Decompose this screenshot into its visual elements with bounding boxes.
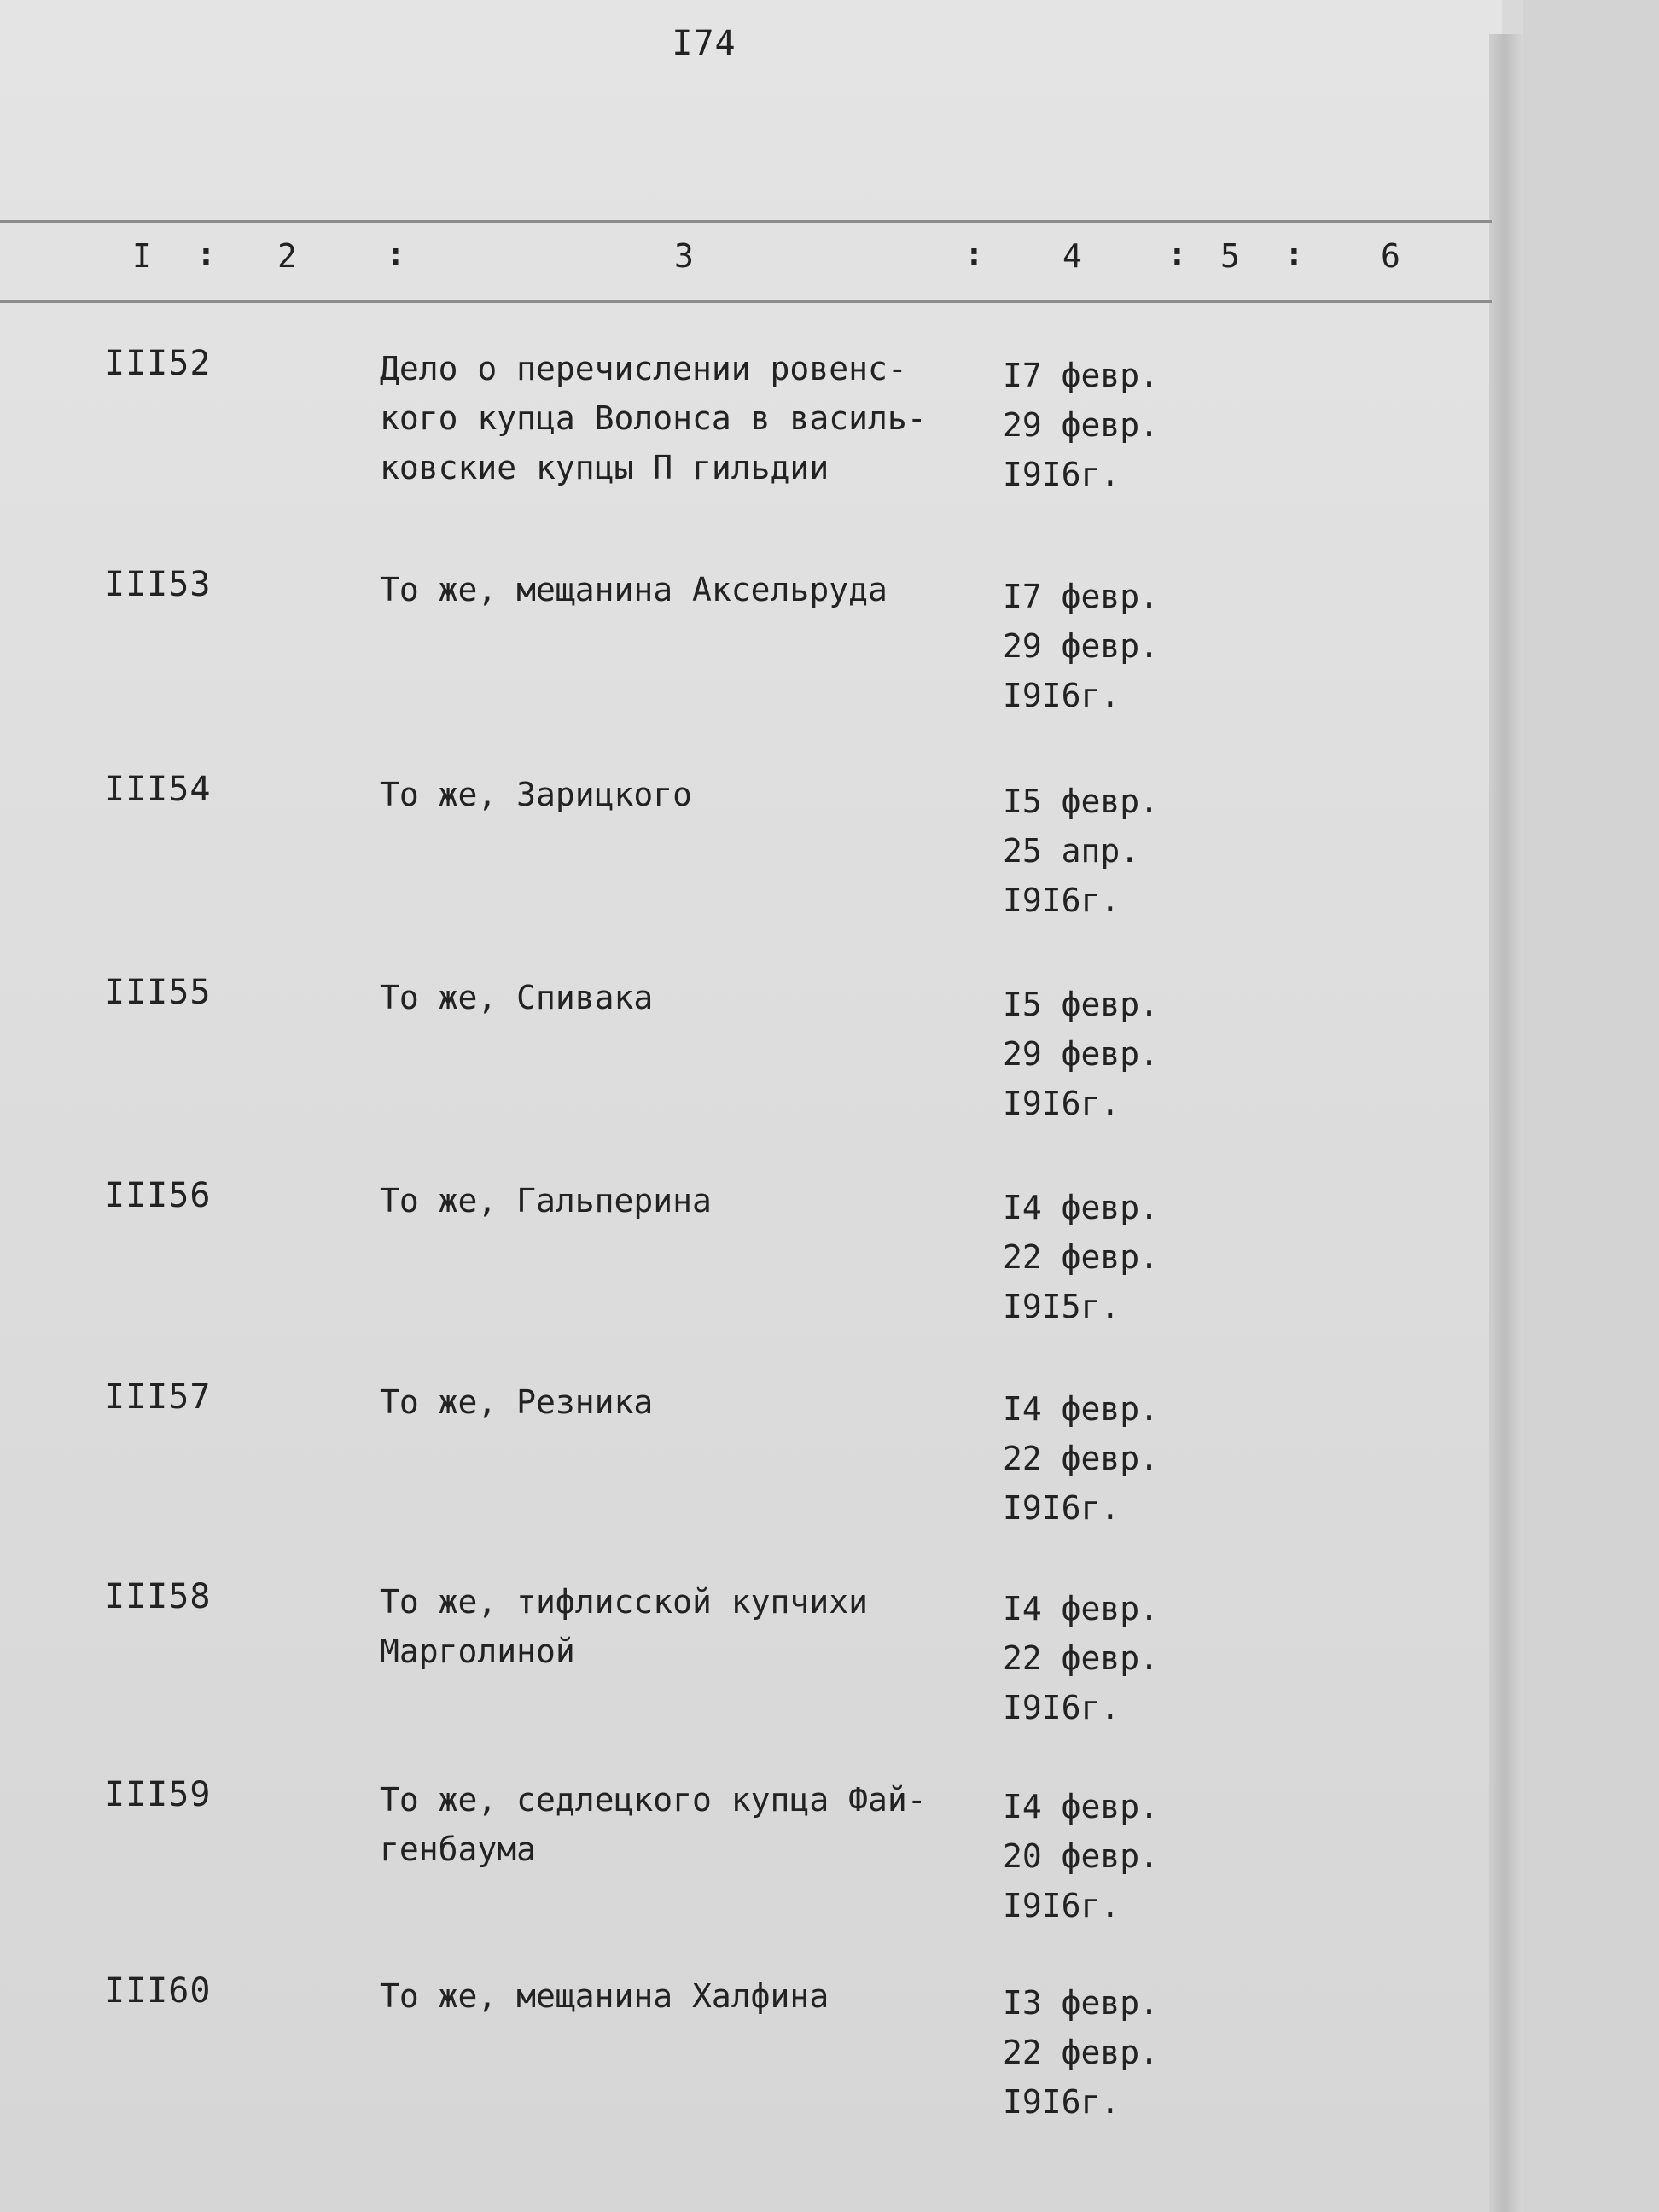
end-date: 22 февр. [1003,2034,1160,2071]
case-title [380,344,977,492]
year: I9I6г. [1003,677,1121,714]
case-number: III59 [104,1775,212,1814]
case-title-line: ковские купцы П гильдии [380,449,830,486]
case-title-line: То же, тифлисской купчихи [380,1583,868,1621]
year: I9I6г. [1003,1887,1121,1924]
case-title-line: То же, Спивака [380,979,654,1016]
case-dates [1003,1978,1159,2127]
case-dates [1003,1384,1159,1533]
column-separator: : [1284,236,1304,273]
start-date: I7 февр. [1003,357,1160,394]
end-date: 22 февр. [1003,1639,1160,1677]
year: I9I6г. [1003,1489,1121,1527]
header-rule-top [0,220,1492,223]
case-title [380,973,977,1022]
case-title [380,1971,977,2021]
year: I9I6г. [1003,1085,1121,1122]
column-header-3: 3 [674,237,694,275]
column-separator: : [386,236,405,273]
start-date: I3 февр. [1003,1984,1160,2022]
list-item [0,1176,1451,1355]
case-dates [1003,980,1159,1128]
case-dates [1003,1584,1159,1732]
case-number: III57 [104,1377,212,1417]
case-title-line: То же, седлецкого купца Фай- [380,1781,927,1819]
end-date: 22 февр. [1003,1440,1160,1477]
year: I9I5г. [1003,1288,1121,1325]
year: I9I6г. [1003,882,1121,919]
year: I9I6г. [1003,2083,1121,2121]
case-title-line: Дело о перечислении ровенс- [380,350,907,387]
list-item [0,565,1451,744]
start-date: I5 февр. [1003,783,1160,820]
list-item [0,1377,1451,1557]
column-separator: : [1167,236,1187,273]
column-header-2: 2 [277,237,297,275]
start-date: I4 февр. [1003,1590,1160,1627]
page-edge [1489,34,1523,2212]
case-number: III53 [104,565,212,604]
list-item [0,1577,1451,1756]
case-title-line: То же, Гальперина [380,1182,712,1220]
column-header-6: 6 [1381,237,1400,275]
case-dates [1003,572,1159,720]
case-title [380,1377,977,1427]
list-item [0,1775,1451,1954]
column-separator: : [964,236,984,273]
list-item [0,770,1451,949]
end-date: 22 февр. [1003,1238,1160,1276]
background-surface [1523,0,1659,2212]
page-number: I74 [672,24,736,63]
case-title [380,770,977,819]
case-dates [1003,777,1159,925]
end-date: 29 февр. [1003,1035,1160,1073]
column-header-4: 4 [1062,237,1082,275]
case-number: III58 [104,1577,212,1616]
column-header-5: 5 [1220,237,1240,275]
case-number: III60 [104,1971,212,2011]
case-title [380,1577,977,1676]
list-item [0,344,1451,523]
end-date: 29 февр. [1003,627,1160,665]
case-title-line: То же, мещанина Халфина [380,1977,830,2015]
case-title-line: То же, мещанина Аксельруда [380,571,888,608]
end-date: 29 февр. [1003,406,1160,444]
year: I9I6г. [1003,1689,1121,1726]
end-date: 25 апр. [1003,832,1140,870]
case-title [380,1176,977,1225]
case-title-line: генбаума [380,1831,537,1868]
list-item [0,973,1451,1152]
case-dates [1003,1183,1159,1331]
case-title-line: То же, Зарицкого [380,776,693,813]
case-title [380,1775,977,1874]
case-title-line: кого купца Волонса в василь- [380,399,927,437]
case-dates [1003,1782,1159,1930]
case-number: III56 [104,1176,212,1215]
start-date: I5 февр. [1003,986,1160,1023]
start-date: I4 февр. [1003,1390,1160,1428]
case-title [380,565,977,614]
column-separator: : [196,236,216,273]
header-rule-bottom [0,300,1492,303]
end-date: 20 февр. [1003,1837,1160,1875]
case-dates [1003,351,1159,499]
case-number: III52 [104,344,212,383]
case-number: III54 [104,770,212,809]
year: I9I6г. [1003,456,1121,493]
list-item [0,1971,1451,2151]
case-title-line: Марголиной [380,1633,575,1670]
start-date: I7 февр. [1003,578,1160,615]
case-number: III55 [104,973,212,1012]
start-date: I4 февр. [1003,1788,1160,1825]
column-header-1: I [132,237,152,275]
start-date: I4 февр. [1003,1189,1160,1226]
case-title-line: То же, Резника [380,1383,654,1421]
